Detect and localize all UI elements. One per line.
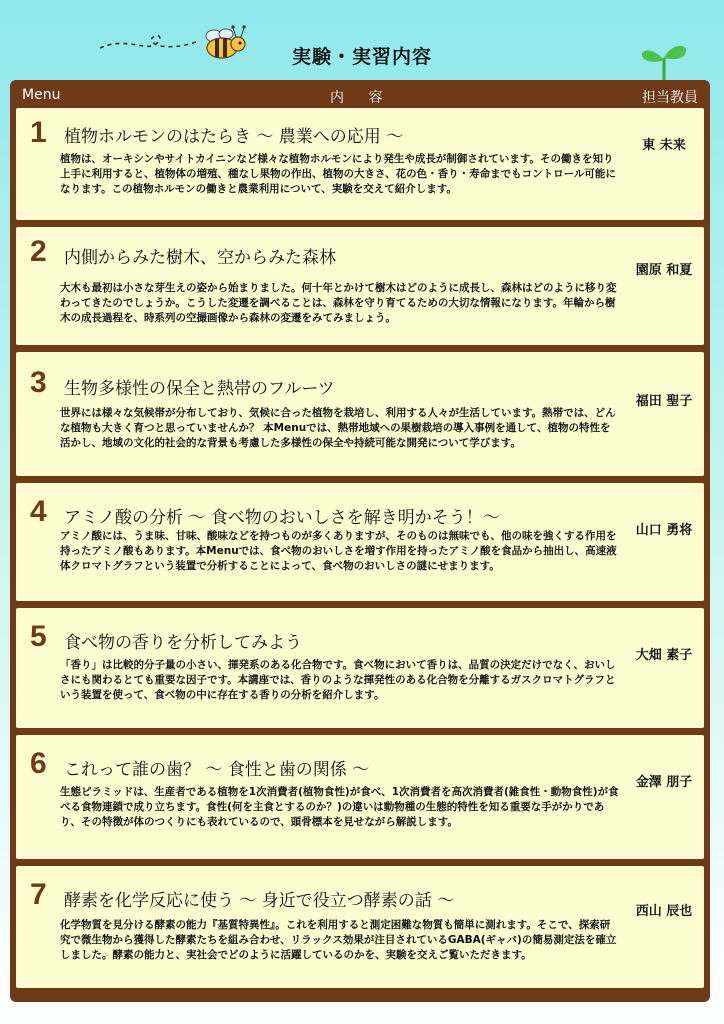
item-teacher: 金澤 朋子	[635, 775, 693, 790]
header-content: 内 容	[330, 90, 393, 106]
item-title: 食べ物の香りを分析してみよう	[64, 633, 302, 653]
item-number: 4	[30, 495, 47, 528]
menu-item-6	[16, 735, 704, 859]
item-number: 1	[30, 116, 47, 149]
item-title: 内側からみた樹木、空からみた森林	[64, 248, 336, 268]
item-teacher: 福田 聖子	[635, 394, 693, 409]
menu-item-4	[16, 483, 704, 601]
item-title: 生物多様性の保全と熱帯のフルーツ	[64, 379, 335, 399]
item-description: 化学物質を見分ける酵素の能力『基質特異性』。これを利用すると測定困難な物質も簡単に測れます。そこで、探索研究で微生物から獲得した酵素たちを組み合わせ、リラックス効果が注目されているGABA(ギャバ)の簡易測定法を確立しました。酵素の能力と、実社会でどのように活躍しているのかを、実験を交えご覧いただきます。	[60, 919, 617, 961]
menu-board	[10, 80, 710, 1002]
menu-item-1	[16, 108, 704, 220]
header-menu: Menu	[22, 87, 61, 103]
table-header	[10, 80, 710, 110]
item-number: 6	[30, 747, 47, 780]
item-teacher: 大畑 素子	[635, 648, 693, 663]
item-teacher: 園原 和夏	[635, 263, 693, 278]
item-teacher: 東 未来	[642, 138, 686, 153]
item-number: 7	[30, 878, 47, 911]
item-description: 世界には様々な気候帯が分布しており、気候に合った植物を栽培し、利用する人々が生活しています。熱帯では、どんな植物も大きく育つと思っていませんか？ 本Menuでは、熱帯地域への果樹栽培の導入事例を通して、植物の特性を活かし、地域の文化的社会的な背景も考慮した多様性の保全や持続可能な開発について学びます。	[60, 407, 616, 449]
menu-item-5	[16, 608, 704, 728]
item-title: 植物ホルモンのはたらき ～ 農業への応用 ～	[64, 127, 404, 147]
item-number: 2	[30, 235, 47, 268]
item-title: 酵素を化学反応に使う ～ 身近で役立つ酵素の話 ～	[64, 891, 455, 911]
header-teacher: 担当教員	[642, 90, 698, 106]
item-teacher: 山口 勇将	[635, 523, 693, 538]
item-description: 生態ピラミッドは、生産者である植物を1次消費者(植物食性)が食べ、1次消費者を高次消費者(雑食性・動物食性)が食べる食物連鎖で成り立ちます。食性(何を主食とするのか？)の違いは動物種の生態的特性を知る重要な手がかりであり、その特徴が体のつくりにも表れているので、頭骨標本を見せながら解説します。	[60, 786, 619, 828]
item-title: アミノ酸の分析 ～ 食べ物のおいしさを解き明かそう！～	[64, 508, 500, 528]
item-description: 「香り」は比較的分子量の小さい、揮発系のある化合物です。食べ物において香りは、品質の決定だけでなく、おいしさにも関わるとても重要な因子です。本講座では、香りのような揮発性のある化合物を分離するガスクロマトグラフという装置を使って、食べ物の中に存在する香りの分析を紹介します。	[60, 659, 616, 701]
item-title: これって誰の歯？ ～ 食性と歯の関係 ～	[64, 760, 370, 780]
item-number: 5	[30, 620, 47, 653]
page-title: 実験・実習内容	[291, 46, 432, 68]
item-description: アミノ酸には、うま味、甘味、酸味などを持つものが多くありますが、そのものは無味でも、他の味を強くする作用を持ったアミノ酸もあります。本Menuでは、食べ物のおいしさを増す作用を持ったアミノ酸を食品から抽出し、高速液体クロマトグラフという装置で分析することによって、食べ物のおいしさの謎にせまります。	[60, 530, 617, 572]
item-number: 3	[30, 366, 47, 399]
sprout-icon	[636, 38, 692, 82]
item-teacher: 西山 辰也	[635, 904, 693, 919]
menu-item-3	[16, 352, 704, 476]
item-description: 植物は、オーキシンやサイトカイニンなど様々な植物ホルモンにより発生や成長が制御されています。その働きを知り上手に利用すると、植物体の増殖、種なし果物の作出、植物の大きさ、花の色・香り・寿命までもコントロール可能になります。この植物ホルモンの働きと農業利用について、実験を交えて紹介します。	[60, 153, 616, 195]
menu-item-7	[16, 866, 704, 988]
menu-list	[16, 108, 704, 995]
item-description: 大木も最初は小さな芽生えの姿から始まりました。何十年とかけて樹木はどのように成長し、森林はどのように移り変わってきたのでしょうか。こうした変遷を調べることは、森林を守り育てるための大切な情報になります。年輪から樹木の成長過程を、時系列の空撮画像から森林の変遷をみてみましょう。	[60, 282, 617, 324]
menu-item-2	[16, 227, 704, 345]
